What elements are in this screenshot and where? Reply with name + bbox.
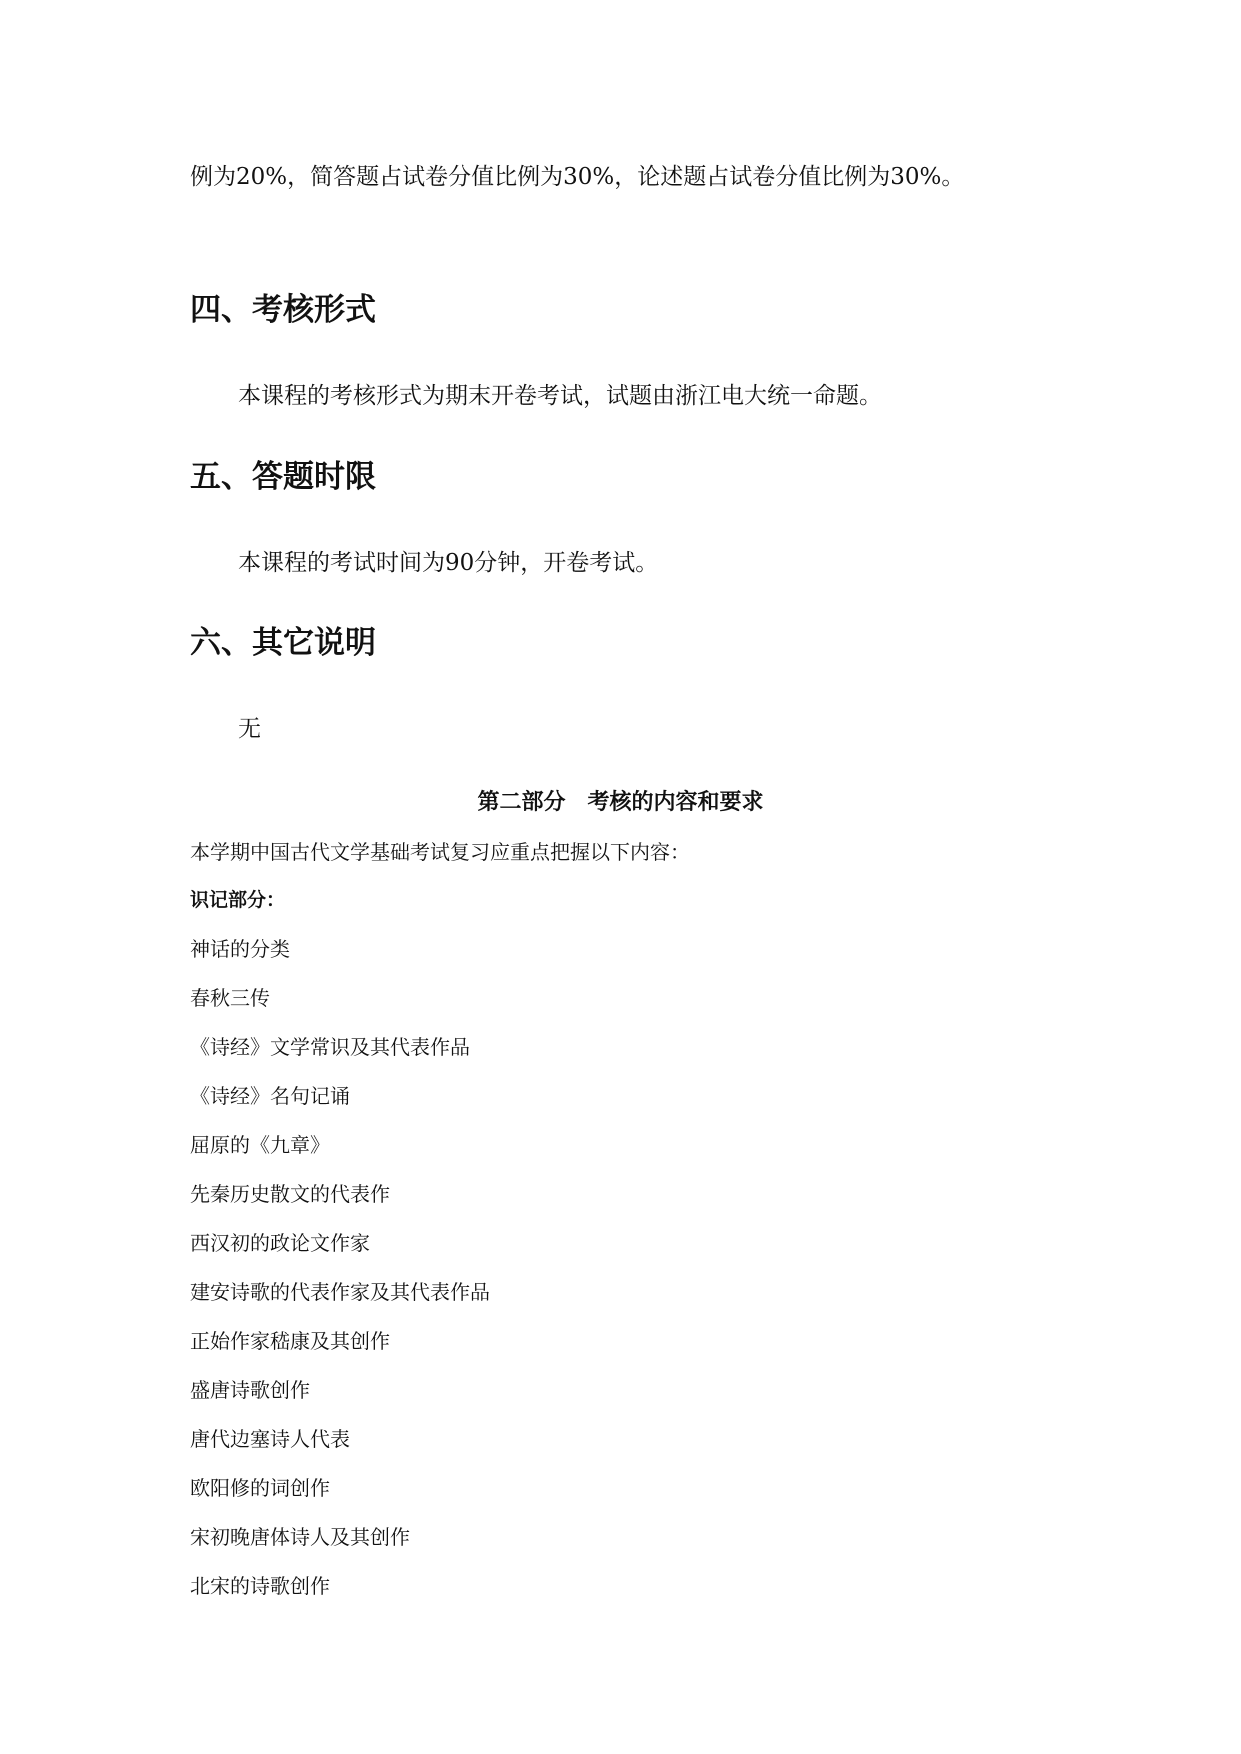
list-item: 先秦历史散文的代表作 — [190, 1182, 390, 1206]
part2-title: 第二部分 考核的内容和要求 — [477, 790, 764, 815]
list-item: 西汉初的政论文作家 — [190, 1231, 370, 1255]
list-item: 北宋的诗歌创作 — [190, 1574, 330, 1598]
section-body-time-limit: 本课程的考试时间为90分钟，开卷考试。 — [238, 550, 659, 576]
section-heading-other-notes: 六、其它说明 — [190, 625, 376, 661]
section-heading-exam-form: 四、考核形式 — [190, 292, 376, 328]
list-item: 建安诗歌的代表作家及其代表作品 — [190, 1280, 490, 1304]
section-body-other-notes: 无 — [238, 716, 261, 742]
section-body-exam-form: 本课程的考核形式为期末开卷考试，试题由浙江电大统一命题。 — [238, 383, 882, 409]
list-item: 欧阳修的词创作 — [190, 1476, 330, 1500]
list-item: 春秋三传 — [190, 986, 270, 1010]
section-heading-time-limit: 五、答题时限 — [190, 459, 376, 495]
list-item: 《诗经》名句记诵 — [190, 1084, 350, 1108]
list-item: 盛唐诗歌创作 — [190, 1378, 310, 1402]
list-item: 屈原的《九章》 — [190, 1133, 330, 1157]
list-item: 神话的分类 — [190, 937, 290, 961]
intro-line: 例为20%，简答题占试卷分值比例为30%，论述题占试卷分值比例为30%。 — [190, 164, 965, 190]
list-item: 《诗经》文学常识及其代表作品 — [190, 1035, 470, 1059]
list-item: 唐代边塞诗人代表 — [190, 1427, 350, 1451]
part2-intro: 本学期中国古代文学基础考试复习应重点把握以下内容： — [190, 840, 690, 864]
list-item: 宋初晚唐体诗人及其创作 — [190, 1525, 410, 1549]
recall-section-label: 识记部分： — [190, 889, 286, 911]
list-item: 正始作家嵇康及其创作 — [190, 1329, 390, 1353]
